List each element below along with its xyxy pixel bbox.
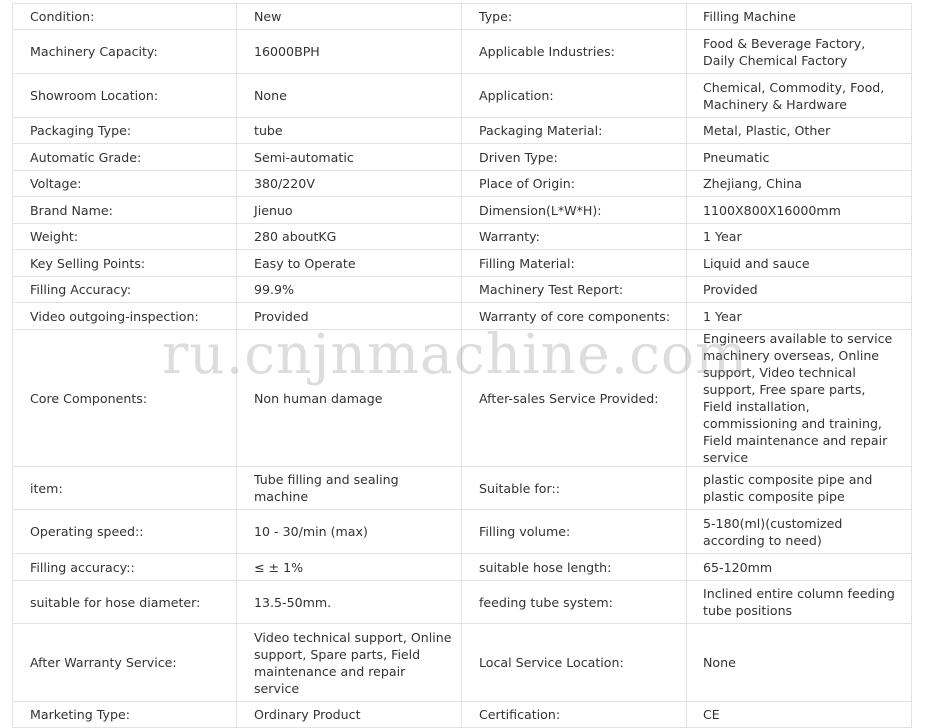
- spec-label: After Warranty Service:: [13, 624, 237, 702]
- spec-label: Driven Type:: [462, 144, 687, 171]
- spec-value: CE: [687, 702, 912, 728]
- spec-label: Machinery Test Report:: [462, 277, 687, 303]
- spec-label: Condition:: [13, 4, 237, 30]
- spec-value: ≤ ± 1%: [237, 554, 462, 581]
- spec-value: Filling Machine: [687, 4, 912, 30]
- spec-row: [13, 30, 912, 74]
- spec-value: 1 Year: [687, 303, 912, 330]
- spec-value: Food & Beverage Factory, Daily Chemical Factory: [687, 30, 912, 74]
- spec-label: Application:: [462, 74, 687, 118]
- spec-row: [13, 171, 912, 197]
- spec-value: Liquid and sauce: [687, 250, 912, 277]
- spec-label: Packaging Material:: [462, 118, 687, 144]
- spec-label: Filling volume:: [462, 510, 687, 554]
- spec-label: Filling Material:: [462, 250, 687, 277]
- spec-row: [13, 224, 912, 250]
- spec-label: Weight:: [13, 224, 237, 250]
- spec-row: [13, 554, 912, 581]
- spec-value: 280 aboutKG: [237, 224, 462, 250]
- spec-label: Brand Name:: [13, 197, 237, 224]
- spec-row: [13, 467, 912, 510]
- spec-label: Machinery Capacity:: [13, 30, 237, 74]
- spec-value: Inclined entire column feeding tube positions: [687, 581, 912, 624]
- spec-label: Certification:: [462, 702, 687, 728]
- spec-label: feeding tube system:: [462, 581, 687, 624]
- spec-label: Showroom Location:: [13, 74, 237, 118]
- spec-label: Key Selling Points:: [13, 250, 237, 277]
- spec-label: Local Service Location:: [462, 624, 687, 702]
- product-spec-table: [12, 3, 912, 728]
- spec-row: [13, 74, 912, 118]
- spec-value: 1100X800X16000mm: [687, 197, 912, 224]
- spec-label: Core Components:: [13, 330, 237, 467]
- spec-label: Dimension(L*W*H):: [462, 197, 687, 224]
- spec-row: [13, 277, 912, 303]
- spec-value: plastic composite pipe and plastic composite pipe: [687, 467, 912, 510]
- spec-value: None: [237, 74, 462, 118]
- spec-value: Semi-automatic: [237, 144, 462, 171]
- spec-value: Video technical support, Online support, Spare parts, Field maintenance and repair service: [237, 624, 462, 702]
- spec-row: [13, 330, 912, 467]
- spec-value: 380/220V: [237, 171, 462, 197]
- watermark: ru.cnjnmachine.com: [162, 322, 749, 386]
- spec-row: [13, 250, 912, 277]
- spec-row: [13, 118, 912, 144]
- spec-label: item:: [13, 467, 237, 510]
- spec-value: Engineers available to service machinery overseas, Online support, Video technical support, Free spare parts, Field installation, commissioning and training, Field maintenance and repair service: [687, 330, 912, 467]
- spec-value: None: [687, 624, 912, 702]
- spec-table-body: [13, 4, 912, 728]
- spec-label: Marketing Type:: [13, 702, 237, 728]
- spec-label: Applicable Industries:: [462, 30, 687, 74]
- spec-label: Warranty of core components:: [462, 303, 687, 330]
- spec-row: [13, 624, 912, 702]
- spec-row: [13, 144, 912, 171]
- spec-label: Packaging Type:: [13, 118, 237, 144]
- spec-value: Chemical, Commodity, Food, Machinery & Hardware: [687, 74, 912, 118]
- spec-label: suitable for hose diameter:: [13, 581, 237, 624]
- spec-label: Place of Origin:: [462, 171, 687, 197]
- spec-value: 5-180(ml)(customized according to need): [687, 510, 912, 554]
- spec-row: [13, 197, 912, 224]
- spec-row: [13, 581, 912, 624]
- spec-value: 1 Year: [687, 224, 912, 250]
- spec-value: Metal, Plastic, Other: [687, 118, 912, 144]
- spec-value: 16000BPH: [237, 30, 462, 74]
- spec-value: Easy to Operate: [237, 250, 462, 277]
- spec-value: Zhejiang, China: [687, 171, 912, 197]
- spec-label: suitable hose length:: [462, 554, 687, 581]
- spec-value: Jienuo: [237, 197, 462, 224]
- spec-label: Video outgoing-inspection:: [13, 303, 237, 330]
- spec-label: Operating speed::: [13, 510, 237, 554]
- spec-label: Filling accuracy::: [13, 554, 237, 581]
- spec-value: 13.5-50mm.: [237, 581, 462, 624]
- spec-value: Ordinary Product: [237, 702, 462, 728]
- spec-value: 65-120mm: [687, 554, 912, 581]
- spec-value: 99.9%: [237, 277, 462, 303]
- spec-label: After-sales Service Provided:: [462, 330, 687, 467]
- spec-value: Tube filling and sealing machine: [237, 467, 462, 510]
- spec-value: Non human damage: [237, 330, 462, 467]
- spec-row: [13, 510, 912, 554]
- spec-value: New: [237, 4, 462, 30]
- spec-value: tube: [237, 118, 462, 144]
- spec-label: Suitable for::: [462, 467, 687, 510]
- spec-label: Filling Accuracy:: [13, 277, 237, 303]
- spec-label: Automatic Grade:: [13, 144, 237, 171]
- spec-label: Voltage:: [13, 171, 237, 197]
- spec-row: [13, 4, 912, 30]
- spec-value: Provided: [687, 277, 912, 303]
- spec-value: Pneumatic: [687, 144, 912, 171]
- spec-label: Warranty:: [462, 224, 687, 250]
- spec-row: [13, 303, 912, 330]
- spec-label: Type:: [462, 4, 687, 30]
- spec-value: Provided: [237, 303, 462, 330]
- spec-value: 10 - 30/min (max): [237, 510, 462, 554]
